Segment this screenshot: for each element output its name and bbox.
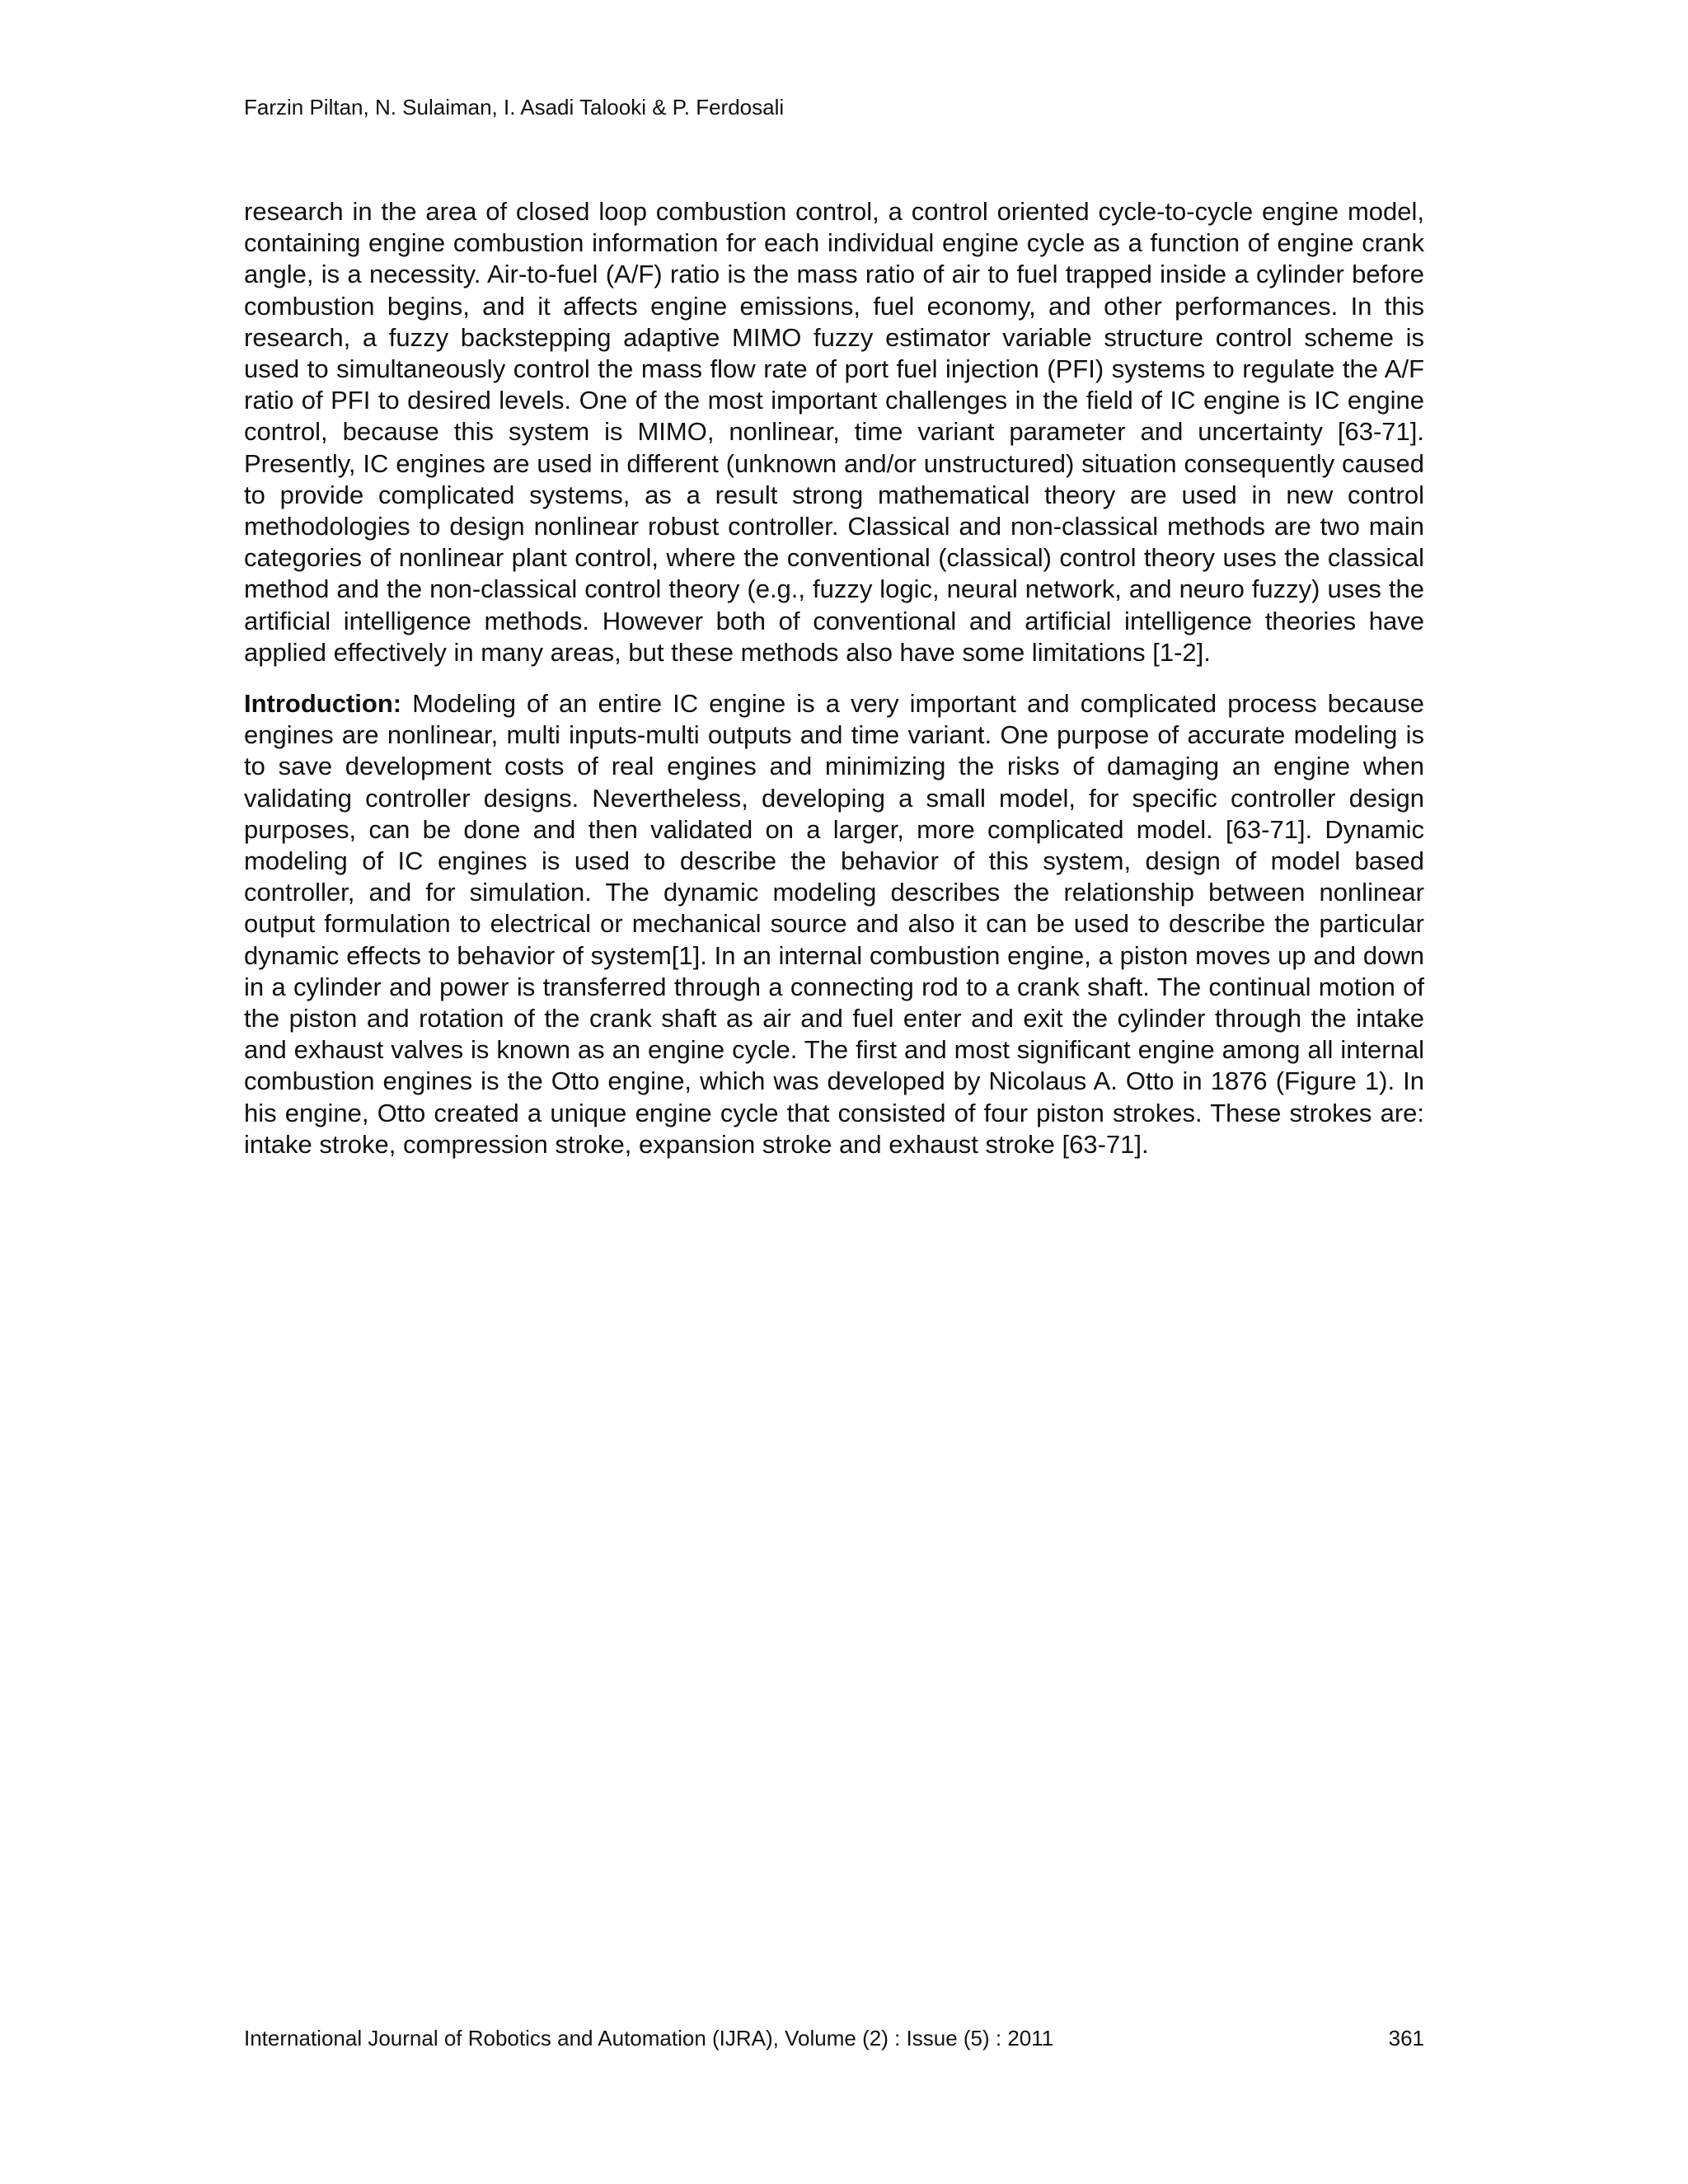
introduction-text: Modeling of an entire IC engine is a very important and complicated process because engines are nonlinear, multi inputs-multi outputs and time variant. One purpose of accurate modeling is to save development costs of real engines and minimizing the risks of damaging an engine when validating controller designs. Nevertheless, developing a small model, for specific controller design purposes, can be done and then validated on a larger, more complicated model. [63-71]. Dynamic modeling of IC engines is used to describe the behavior of this system, design of model based controller, and for simulation. The dynamic modeling describes the relationship between nonlinear output formulation to electrical or mechanical source and also it can be used to describe the particular dynamic effects to behavior of system[1]. In an internal combustion engine, a piston moves up and down in a cylinder and power is transferred through a connecting rod to a crank shaft. The continual motion of the piston and rotation of the crank shaft as air and fuel enter and exit the cylinder through the intake and exhaust valves is known as an engine cycle. The first and most significant engine among all internal combustion engines is the Otto engine, which was developed by Nicolaus A. Otto in 1876 (Figure 1). In his engine, Otto created a unique engine cycle that consisted of four piston strokes. These strokes are: intake stroke, compression stroke, expansion stroke and exhaust stroke [63-71]. (244, 689, 1424, 1159)
introduction-heading: Introduction: (244, 689, 402, 719)
running-head-authors: Farzin Piltan, N. Sulaiman, I. Asadi Talooki & P. Ferdosali (244, 95, 785, 120)
page-number: 361 (1388, 2026, 1424, 2050)
introduction-paragraph (244, 688, 1424, 1160)
page-footer (244, 2023, 1424, 2053)
footer-journal: International Journal of Robotics and Automation (IJRA), Volume (2) : Issue (5) : 2011 (244, 2026, 1054, 2050)
body-text (244, 196, 1424, 1160)
paragraph-1: research in the area of closed loop combustion control, a control oriented cycle-to-cycle engine model, containing engine combustion information for each individual engine cycle as a function of engine crank angle, is a necessity. Air-to-fuel (A/F) ratio is the mass ratio of air to fuel trapped inside a cylinder before combustion begins, and it affects engine emissions, fuel economy, and other performances. In this research, a fuzzy backstepping adaptive MIMO fuzzy estimator variable structure control scheme is used to simultaneously control the mass flow rate of port fuel injection (PFI) systems to regulate the A/F ratio of PFI to desired levels. One of the most important challenges in the field of IC engine is IC engine control, because this system is MIMO, nonlinear, time variant parameter and uncertainty [63-71]. Presently, IC engines are used in different (unknown and/or unstructured) situation consequently caused to provide complicated systems, as a result strong mathematical theory are used in new control methodologies to design nonlinear robust controller. Classical and non-classical methods are two main categories of nonlinear plant control, where the conventional (classical) control theory uses the classical method and the non-classical control theory (e.g., fuzzy logic, neural network, and neuro fuzzy) uses the artificial intelligence methods. However both of conventional and artificial intelligence theories have applied effectively in many areas, but these methods also have some limitations [1-2]. (244, 197, 1424, 667)
